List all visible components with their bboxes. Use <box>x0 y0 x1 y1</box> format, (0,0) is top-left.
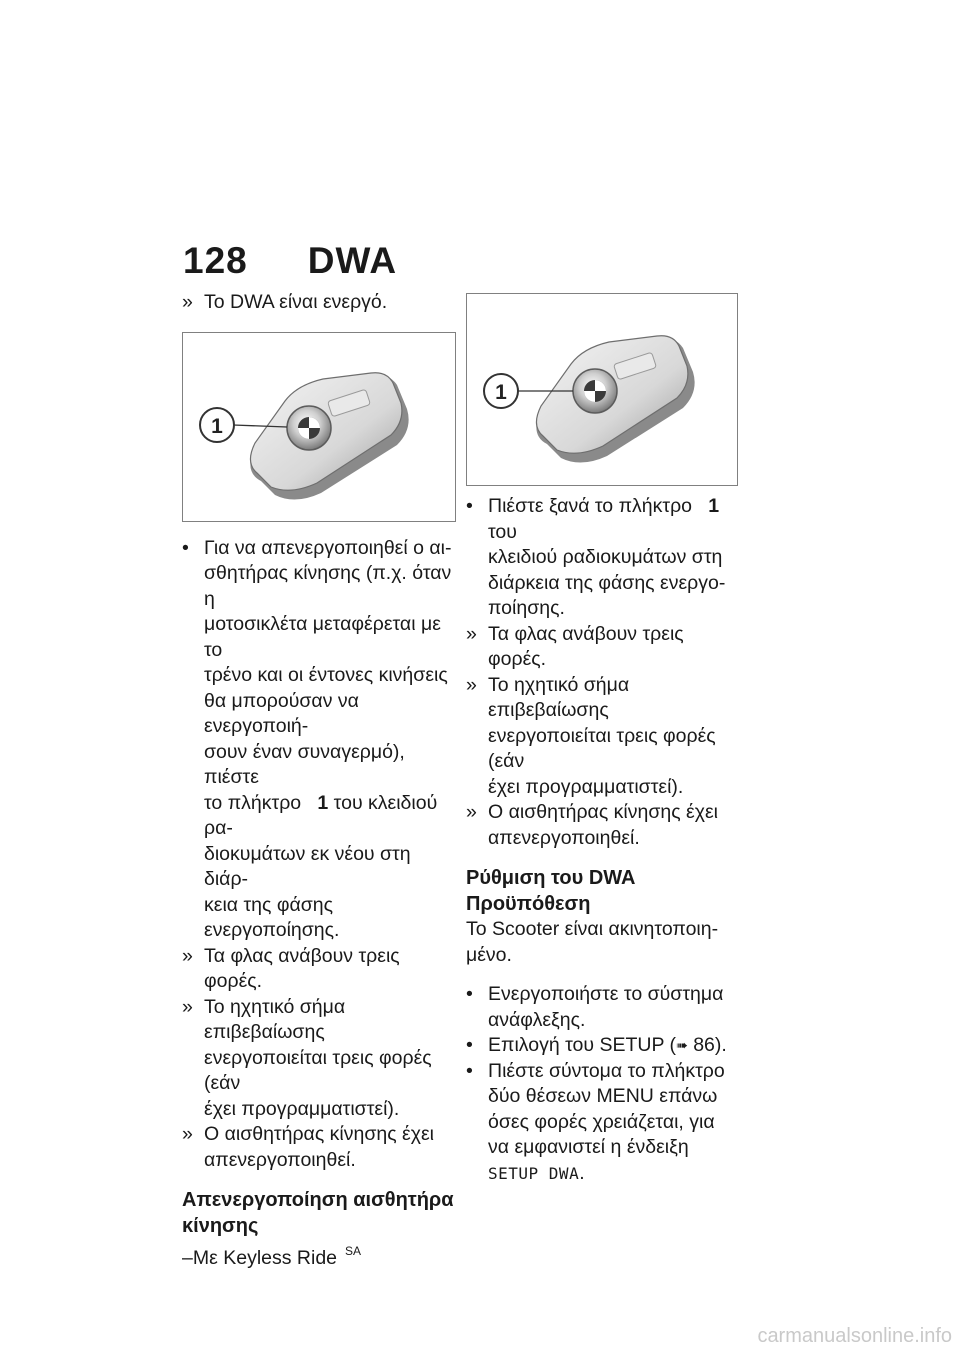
figure-callout-label: 1 <box>211 414 223 438</box>
text-line: ποίησης. <box>488 597 565 619</box>
bullet-ignition: • Ενεργοποιήστε το σύστημα ανάφλεξης. <box>466 983 724 1031</box>
text-line: σθητήρας κίνησης (π.χ. όταν η <box>204 562 452 610</box>
section-heading-deactivate: Απενεργοποίηση αισθητήρα κίνησης <box>182 1189 454 1237</box>
text-line: απενεργοποιηθεί. <box>488 826 640 849</box>
text-line: διάρκεια της φάσης ενεργο- <box>488 571 726 594</box>
page-reference-arrow-icon: ➠ <box>676 1037 688 1053</box>
text-line: απενεργοποιηθεί. <box>204 1148 356 1171</box>
key-fob-figure-right <box>466 293 738 486</box>
key-fob-figure-left <box>182 332 456 522</box>
text-line: σουν έναν συναγερμό), πιέστε <box>204 740 405 788</box>
text-line: Ο αισθητήρας κίνησης έχει <box>488 801 718 823</box>
text-line: έχει προγραμματιστεί). <box>204 1097 400 1120</box>
watermark: carmanualsonline.info <box>757 1325 952 1347</box>
left-column <box>182 290 457 1272</box>
text-line: μοτοσικλέτα μεταφέρεται με το <box>204 613 441 661</box>
text-line: όσες φορές χρειάζεται, για <box>488 1110 715 1133</box>
result-sensor-left: » Ο αισθητήρας κίνησης έχει απενεργοποιηθεί. <box>182 1123 434 1171</box>
condition-keyless: –Με Keyless Ride $^{SA}$ <box>182 1244 362 1269</box>
text-line: κλειδιού ραδιοκυμάτων στη <box>488 546 723 568</box>
result-flash-left: » Τα φλας ανάβουν τρεις φορές. <box>182 944 400 992</box>
text-line: Το ηχητικό σήμα επιβεβαίωσης <box>488 673 630 721</box>
display-readout: SETUP DWA <box>488 1163 580 1183</box>
chapter-title: DWA <box>307 240 398 281</box>
text-line: ενεργοποιείται τρεις φορές (εάν <box>488 724 716 772</box>
text-line: να εμφανιστεί η ένδειξη <box>488 1136 689 1158</box>
text-line: κεια της φάσης ενεργοποίησης. <box>204 893 340 941</box>
result-flash-right: » Τα φλας ανάβουν τρεις φορές. <box>466 622 684 670</box>
text-line: Ο αισθητήρας κίνησης έχει <box>204 1123 434 1145</box>
right-column <box>466 293 741 1186</box>
result-sensor-right: » Ο αισθητήρας κίνησης έχει απενεργοποιηθεί. <box>466 801 718 849</box>
text-line: διοκυμάτων εκ νέου στη διάρ- <box>204 842 411 890</box>
figure-callout-label: 1 <box>495 381 507 404</box>
bullet-press-again: • Πιέστε ξανά το πλήκτρο 1 του κλειδιού ραδιοκυμάτων στη διάρκεια της φάσης ενεργο- ποίησης. <box>466 495 726 619</box>
section-heading-setup: Ρύθμιση του DWA <box>466 867 636 889</box>
page-number: 128 <box>183 240 248 281</box>
result-sound-right: » Το ηχητικό σήμα επιβεβαίωσης ενεργοποιείται τρεις φορές (εάν έχει προγραμματιστεί). <box>466 673 716 798</box>
key-fob-illustration <box>183 333 455 521</box>
text-line: θα μπορούσαν να ενεργοποιή- <box>204 689 359 737</box>
result-sound-left: » Το ηχητικό σήμα επιβεβαίωσης ενεργοποιείται τρεις φορές (εάν έχει προγραμματιστεί). <box>182 995 432 1120</box>
text-line: Πιέστε σύντομα το πλήκτρο <box>488 1059 725 1082</box>
text-line: δύο θέσεων MENU επάνω <box>488 1085 718 1107</box>
text-line: Για να απενεργοποιηθεί ο αι- <box>204 536 452 559</box>
prerequisite-text: Το Scooter είναι ακινητοποιη- μένο. <box>466 918 719 966</box>
bullet-press-menu: • Πιέστε σύντομα το πλήκτρο δύο θέσεων MENU επάνω όσες φορές χρειάζεται, για να εμφανιστεί η ένδειξη SETUP DWA. <box>466 1059 725 1184</box>
bullet-deactivate-sensor: • Για να απενεργοποιηθεί ο αι- σθητήρας κίνησης (π.χ. όταν η μοτοσικλέτα μεταφέρεται με το τρένο και οι έντονες κινήσεις θα μπορούσαν να ενεργοποιή- σουν έναν συναγερμό), πιέστε το πλήκτρο 1 του κλειδιού ρα- διοκυμάτων εκ νέου στη διάρ- κεια της φάσης ενεργοποίησης. <box>182 536 452 941</box>
page-header <box>183 238 397 282</box>
section-heading-prerequisite: Προϋπόθεση <box>466 893 591 915</box>
text-line: ενεργοποιείται τρεις φορές (εάν <box>204 1046 432 1094</box>
sa-badge: SA <box>345 1244 362 1258</box>
text-line: έχει προγραμματιστεί). <box>488 775 684 798</box>
key-fob-illustration <box>467 294 737 485</box>
bullet-select-setup: • Επιλογή του SETUP (➠ 86). <box>466 1033 741 1059</box>
text-line: τρένο και οι έντονες κινήσεις <box>204 664 448 686</box>
result-active: » Το DWA είναι ενεργό. <box>182 291 388 313</box>
text-line: Το ηχητικό σήμα επιβεβαίωσης <box>204 995 346 1043</box>
